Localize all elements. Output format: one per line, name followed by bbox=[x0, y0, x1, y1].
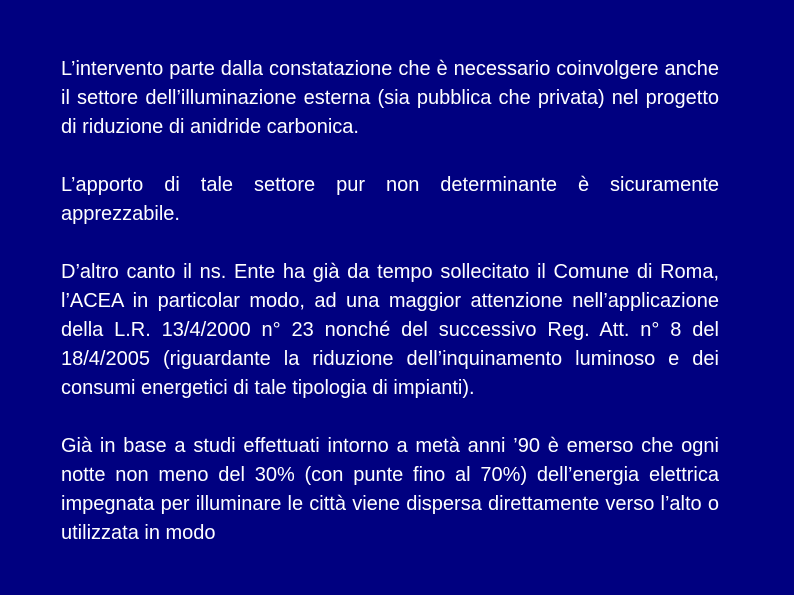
slide-body bbox=[61, 55, 719, 577]
paragraph-studies: Già in base a studi effettuati intorno a metà anni ’90 è emerso che ogni notte non meno del 30% (con punte fino al 70%) dell’energia elettrica impegnata per illuminare le città viene dispersa direttamente verso l’alto o utilizzata in modo bbox=[61, 435, 719, 544]
paragraph-regulation: D’altro canto il ns. Ente ha già da tempo sollecitato il Comune di Roma, l’ACEA in particolar modo, ad una maggior attenzione nell’applicazione della L.R. 13/4/2000 n° 23 nonché del successivo Reg. Att. n° 8 del 18/4/2005 (riguardante la riduzione dell’inquinamento luminoso e dei consumi energetici di tale tipologia di impianti). bbox=[61, 261, 719, 399]
paragraph-contribution: L’apporto di tale settore pur non determinante è sicuramente apprezzabile. bbox=[61, 174, 719, 225]
paragraph-intro: L’intervento parte dalla constatazione che è necessario coinvolgere anche il settore dell’illuminazione esterna (sia pubblica che privata) nel progetto di riduzione di anidride carbonica. bbox=[61, 58, 719, 138]
